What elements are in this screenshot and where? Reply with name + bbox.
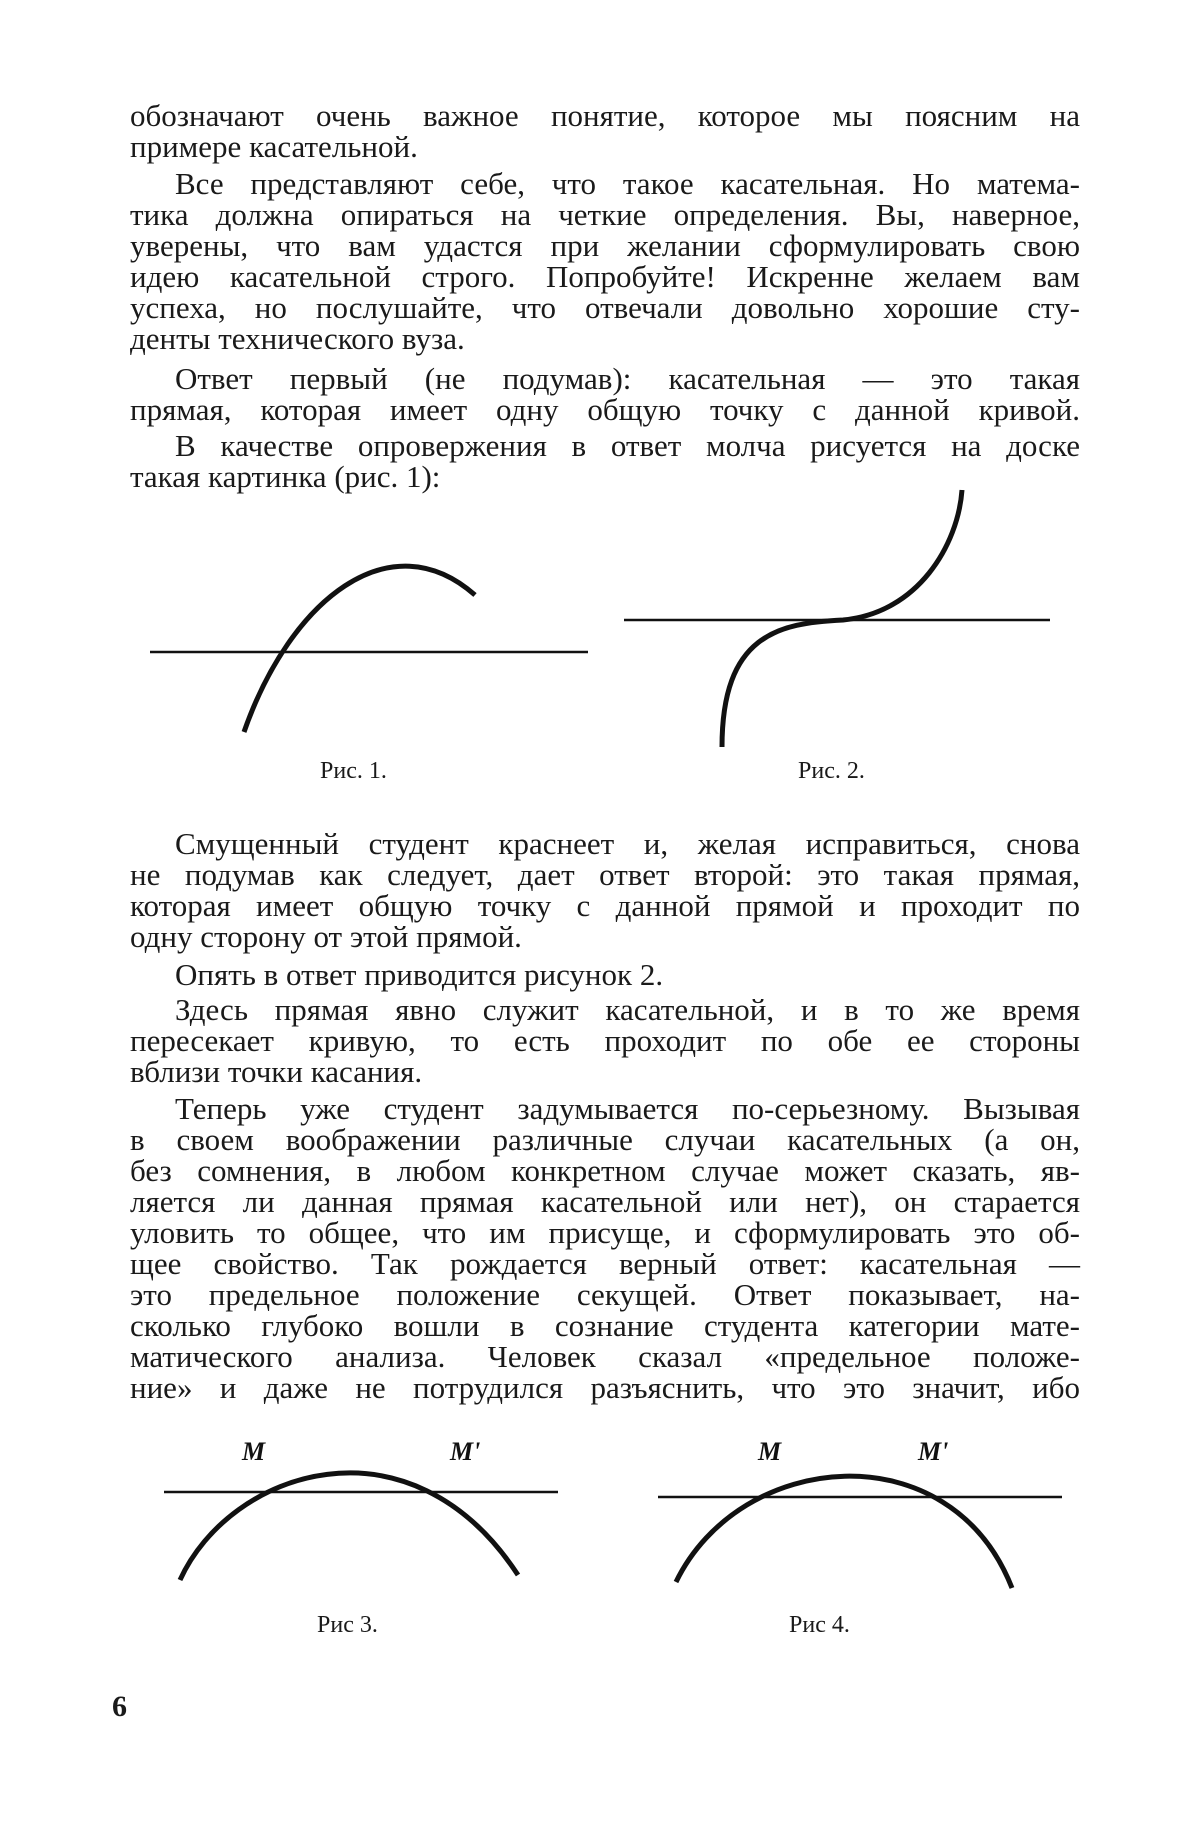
figure-4: [650, 1430, 1070, 1600]
text-line: Опять в ответ приводится рисунок 2.: [175, 957, 664, 992]
figure-1: [140, 540, 600, 760]
text-line: ляется ли данная прямая касательной или нет), он старается: [130, 1184, 1080, 1219]
text-line: пересекает кривую, то есть проходит по обе ее стороны: [130, 1023, 1080, 1058]
fig4-arc: [676, 1476, 1012, 1588]
text-line: Теперь уже студент задумывается по-серьезному. Вызывая: [175, 1091, 1080, 1126]
text-line: ние» и даже не потрудился разъяснить, что это значит, ибо: [130, 1370, 1080, 1405]
text-line: уловить то общее, что им присуще, и сформулировать это об-: [130, 1215, 1080, 1250]
text-line: одну сторону от этой прямой.: [130, 919, 522, 954]
figure-3-caption: Рис 3.: [317, 1612, 378, 1638]
text-line: Смущенный студент краснеет и, желая исправиться, снова: [175, 826, 1080, 861]
text-line: примере касательной.: [130, 129, 418, 164]
fig1-curve: [244, 566, 475, 732]
text-line: идею касательной строго. Попробуйте! Искренне желаем вам: [130, 259, 1080, 294]
fig4-label-m-prime: M': [918, 1437, 949, 1466]
figure-2-caption: Рис. 2.: [798, 758, 865, 784]
text-line: В качестве опровержения в ответ молча рисуется на доске: [175, 428, 1080, 463]
text-line: успеха, но послушайте, что отвечали довольно хорошие сту-: [130, 290, 1080, 325]
text-line: вблизи точки касания.: [130, 1054, 423, 1089]
text-line: такая картинка (рис. 1):: [130, 459, 441, 494]
text-line: не подумав как следует, дает ответ второй: это такая прямая,: [130, 857, 1080, 892]
text-line: уверены, что вам удастся при желании сформулировать свою: [130, 228, 1080, 263]
text-line: без сомнения, в любом конкретном случае может сказать, яв-: [130, 1153, 1080, 1188]
fig3-label-m-prime: M': [450, 1437, 481, 1466]
text-line: щее свойство. Так рождается верный ответ: касательная —: [130, 1246, 1080, 1281]
fig4-label-m: M: [758, 1437, 782, 1466]
text-line: тика должна опираться на четкие определения. Вы, наверное,: [130, 197, 1080, 232]
paragraph-1: [130, 100, 1080, 162]
fig3-label-m: M: [242, 1437, 266, 1466]
text-line: матического анализа. Человек сказал «предельное положе-: [130, 1339, 1080, 1374]
paragraph-3: [130, 363, 1080, 425]
text-line: Здесь прямая явно служит касательной, и в то же время: [175, 992, 1080, 1027]
text-line: это предельное положение секущей. Ответ показывает, на-: [130, 1277, 1080, 1312]
paragraph-7: [130, 994, 1080, 1087]
page-number: 6: [112, 1690, 127, 1723]
paragraph-5: [130, 828, 1080, 952]
figure-4-caption: Рис 4.: [789, 1612, 850, 1638]
paragraph-6: [130, 959, 1080, 990]
figure-2: [618, 485, 1058, 755]
text-line: обозначают очень важное понятие, которое мы поясним на: [130, 98, 1080, 133]
paragraph-8: [130, 1093, 1080, 1403]
figure-1-caption: Рис. 1.: [320, 758, 387, 784]
text-line: сколько глубоко вошли в сознание студента категории мате-: [130, 1308, 1080, 1343]
fig3-arc: [180, 1473, 518, 1580]
paragraph-4: [130, 430, 1080, 492]
text-line: Все представляют себе, что такое касательная. Но матема-: [175, 166, 1080, 201]
text-line: денты технического вуза.: [130, 321, 465, 356]
figure-3: [150, 1430, 570, 1600]
text-line: в своем воображении различные случаи касательных (а он,: [130, 1122, 1080, 1157]
paragraph-2: [130, 168, 1080, 354]
text-line: которая имеет общую точку с данной прямой и проходит по: [130, 888, 1080, 923]
text-line: прямая, которая имеет одну общую точку с данной кривой.: [130, 392, 1080, 427]
text-line: Ответ первый (не подумав): касательная — это такая: [175, 361, 1080, 396]
fig2-curve: [722, 490, 962, 747]
